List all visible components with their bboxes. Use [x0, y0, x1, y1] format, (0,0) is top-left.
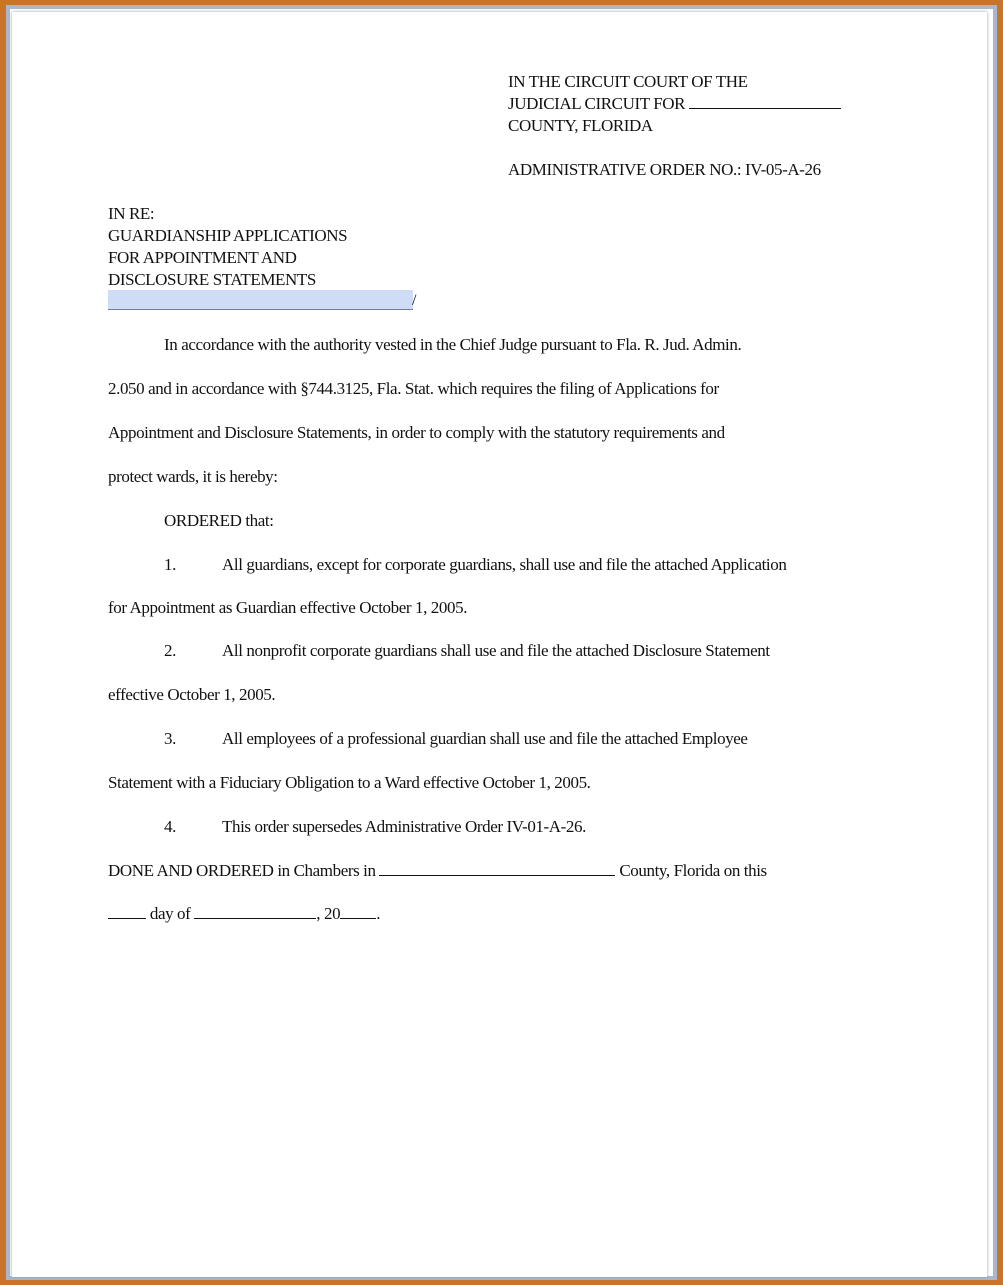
court-line-3: COUNTY, FLORIDA: [508, 116, 653, 135]
paragraph-1-line-4: protect wards, it is hereby:: [108, 467, 278, 486]
item-2-line-1: All nonprofit corporate guardians shall use and file the attached Disclosure Statement: [222, 641, 770, 660]
item-4-number: 4.: [164, 817, 176, 836]
order-number: ADMINISTRATIVE ORDER NO.: IV-05-A-26: [508, 160, 821, 179]
item-1-number: 1.: [164, 555, 176, 574]
item-2-number: 2.: [164, 641, 176, 660]
item-2-line-2: effective October 1, 2005.: [108, 685, 276, 704]
paragraph-1-line-3: Appointment and Disclosure Statements, in order to comply with the statutory requirements and: [108, 423, 725, 442]
court-line-2: [508, 94, 841, 114]
caption-slash: /: [412, 292, 417, 309]
item-3-line-1: All employees of a professional guardian shall use and file the attached Employee: [222, 729, 748, 748]
in-re-label: IN RE:: [108, 204, 155, 223]
ordered-heading: ORDERED that:: [164, 511, 274, 530]
month-blank: [194, 904, 316, 919]
item-1-line-1: All guardians, except for corporate guardians, shall use and file the attached Application: [222, 555, 787, 574]
in-re-line-2: FOR APPOINTMENT AND: [108, 248, 297, 267]
year-blank: [340, 904, 376, 919]
court-line-1: IN THE CIRCUIT COURT OF THE: [508, 72, 748, 91]
item-3-number: 3.: [164, 729, 176, 748]
in-re-line-3: DISCLOSURE STATEMENTS: [108, 270, 316, 289]
item-1-line-2: for Appointment as Guardian effective October 1, 2005.: [108, 598, 468, 617]
paragraph-1-line-1: In accordance with the authority vested in the Chief Judge pursuant to Fla. R. Jud. Admin.: [164, 335, 742, 354]
item-3-line-2: Statement with a Fiduciary Obligation to a Ward effective October 1, 2005.: [108, 773, 591, 792]
item-4-line-1: This order supersedes Administrative Order IV-01-A-26.: [222, 817, 586, 836]
court-line-2-text: JUDICIAL CIRCUIT FOR: [508, 94, 686, 113]
in-re-line-1: GUARDIANSHIP APPLICATIONS: [108, 226, 348, 245]
county-blank: [379, 861, 615, 876]
paragraph-1-line-2: 2.050 and in accordance with §744.3125, Fla. Stat. which requires the filing of Applications for: [108, 379, 719, 398]
done-prefix: DONE AND ORDERED in Chambers in: [108, 861, 376, 880]
case-caption-field[interactable]: [108, 290, 413, 310]
date-line: [108, 904, 380, 924]
done-suffix: County, Florida on this: [619, 861, 767, 880]
day-of-text: day of: [149, 904, 191, 923]
year-text: , 20: [316, 904, 341, 923]
judicial-circuit-blank: [689, 94, 841, 109]
done-and-ordered-line: [108, 861, 767, 881]
day-blank: [108, 904, 146, 919]
date-period: .: [376, 904, 381, 923]
